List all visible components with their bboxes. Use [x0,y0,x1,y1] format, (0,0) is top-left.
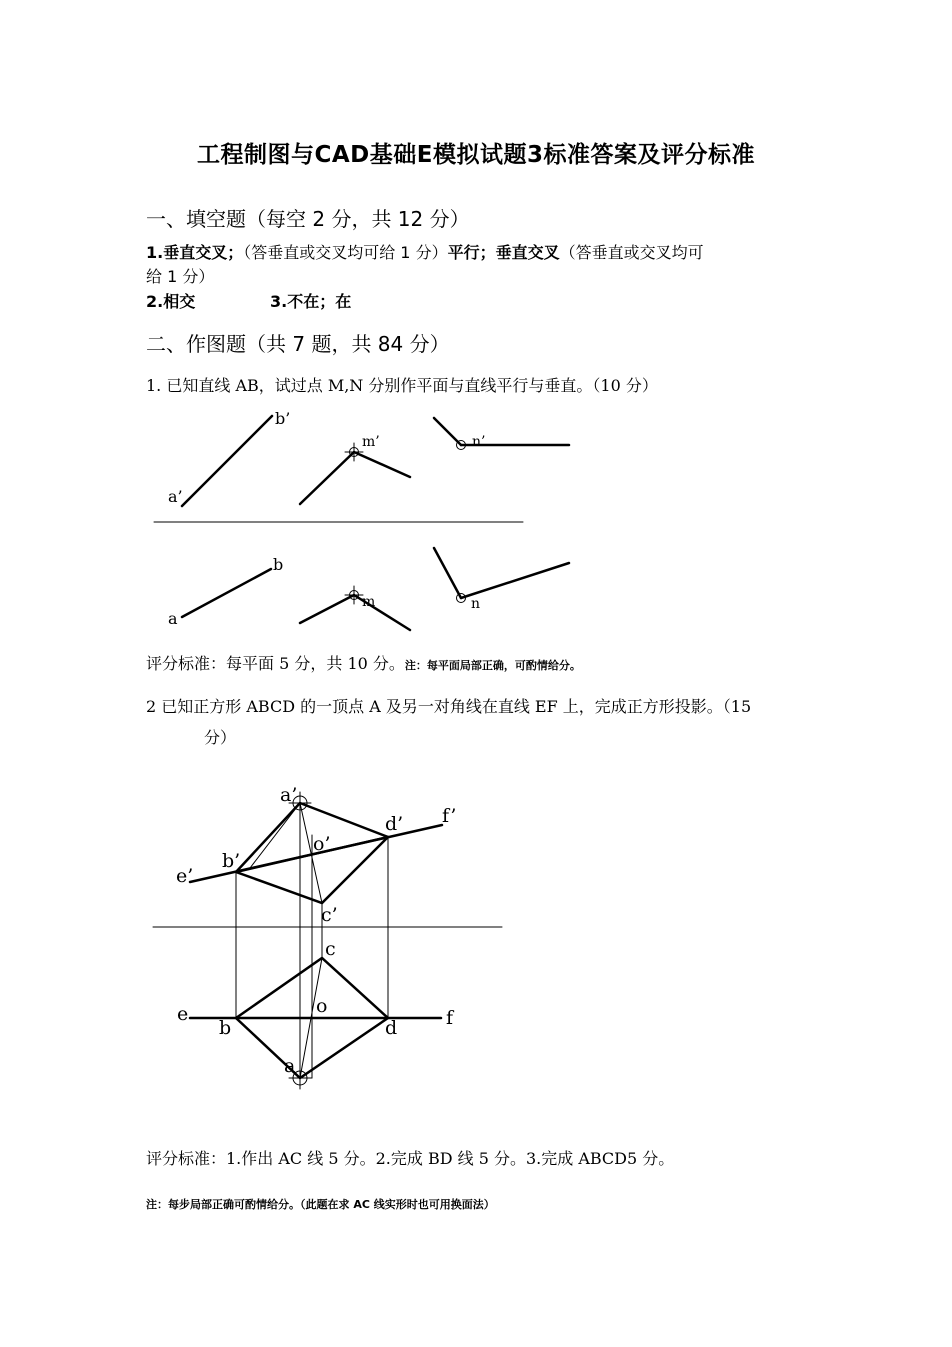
answer-1-blank-2: 平行；垂直交叉 [447,243,560,262]
question-2-text-line-2: 分） [204,728,237,747]
label-m-prime: m’ [362,434,380,450]
answer-1-note-1: （答垂直或交叉均可给 1 分） [243,243,448,262]
section2-heading: 二、作图题（共 7 题，共 84 分） [146,332,450,356]
page-title: 工程制图与CAD基础E模拟试题3标准答案及评分标准 [197,142,755,168]
answer-3: 3.不在；在 [270,292,352,311]
answer-line-1-wrap: 给 1 分） [146,267,215,286]
label-e: e [177,1003,189,1025]
answer-2: 2.相交 [146,292,196,311]
label-b-2: b [219,1017,232,1039]
label-o-prime: o’ [313,833,331,855]
label-d-prime: d’ [385,813,404,835]
label-c-prime: c’ [321,904,338,926]
label-d: d [385,1017,398,1039]
label-b-prime: b’ [275,409,291,428]
label-a-prime: a’ [168,487,183,506]
label-c: c [325,938,336,960]
question-2-note: 注：每步局部正确可酌情给分。（此题在求 AC 线实形时也可用换面法） [146,1198,495,1211]
question-1-scoring-text: 评分标准：每平面 5 分，共 10 分。 [146,654,405,673]
label-a-2: a [284,1055,296,1077]
label-n-prime: n’ [472,434,486,450]
question-2-text-line-1: 2 已知正方形 ABCD 的一顶点 A 及另一对角线在直线 EF 上，完成正方形投影。（15 [146,697,752,716]
question-1-scoring-note: 注：每平面局部正确，可酌情给分。 [404,659,581,672]
label-a: a [168,609,178,628]
answer-1-blank-1: 1.垂直交叉； [146,243,244,262]
label-a-prime-2: a’ [280,784,298,806]
question-2-scoring: 评分标准：1.作出 AC 线 5 分。2.完成 BD 线 5 分。3.完成 ABCD5 分。 [146,1149,675,1168]
label-f: f [446,1007,454,1029]
label-f-prime: f’ [442,805,457,827]
section1-heading: 一、填空题（每空 2 分，共 12 分） [146,207,470,231]
label-n: n [471,596,481,612]
label-b: b [273,555,284,574]
label-o: o [316,995,328,1017]
label-b-prime-2: b’ [222,850,241,872]
label-e-prime: e’ [176,865,194,887]
label-m: m [362,594,376,610]
question-1-text: 1. 已知直线 AB，试过点 M,N 分别作平面与直线平行与垂直。（10 分） [146,376,658,395]
answer-1-note-2: （答垂直或交叉均可 [559,243,704,262]
